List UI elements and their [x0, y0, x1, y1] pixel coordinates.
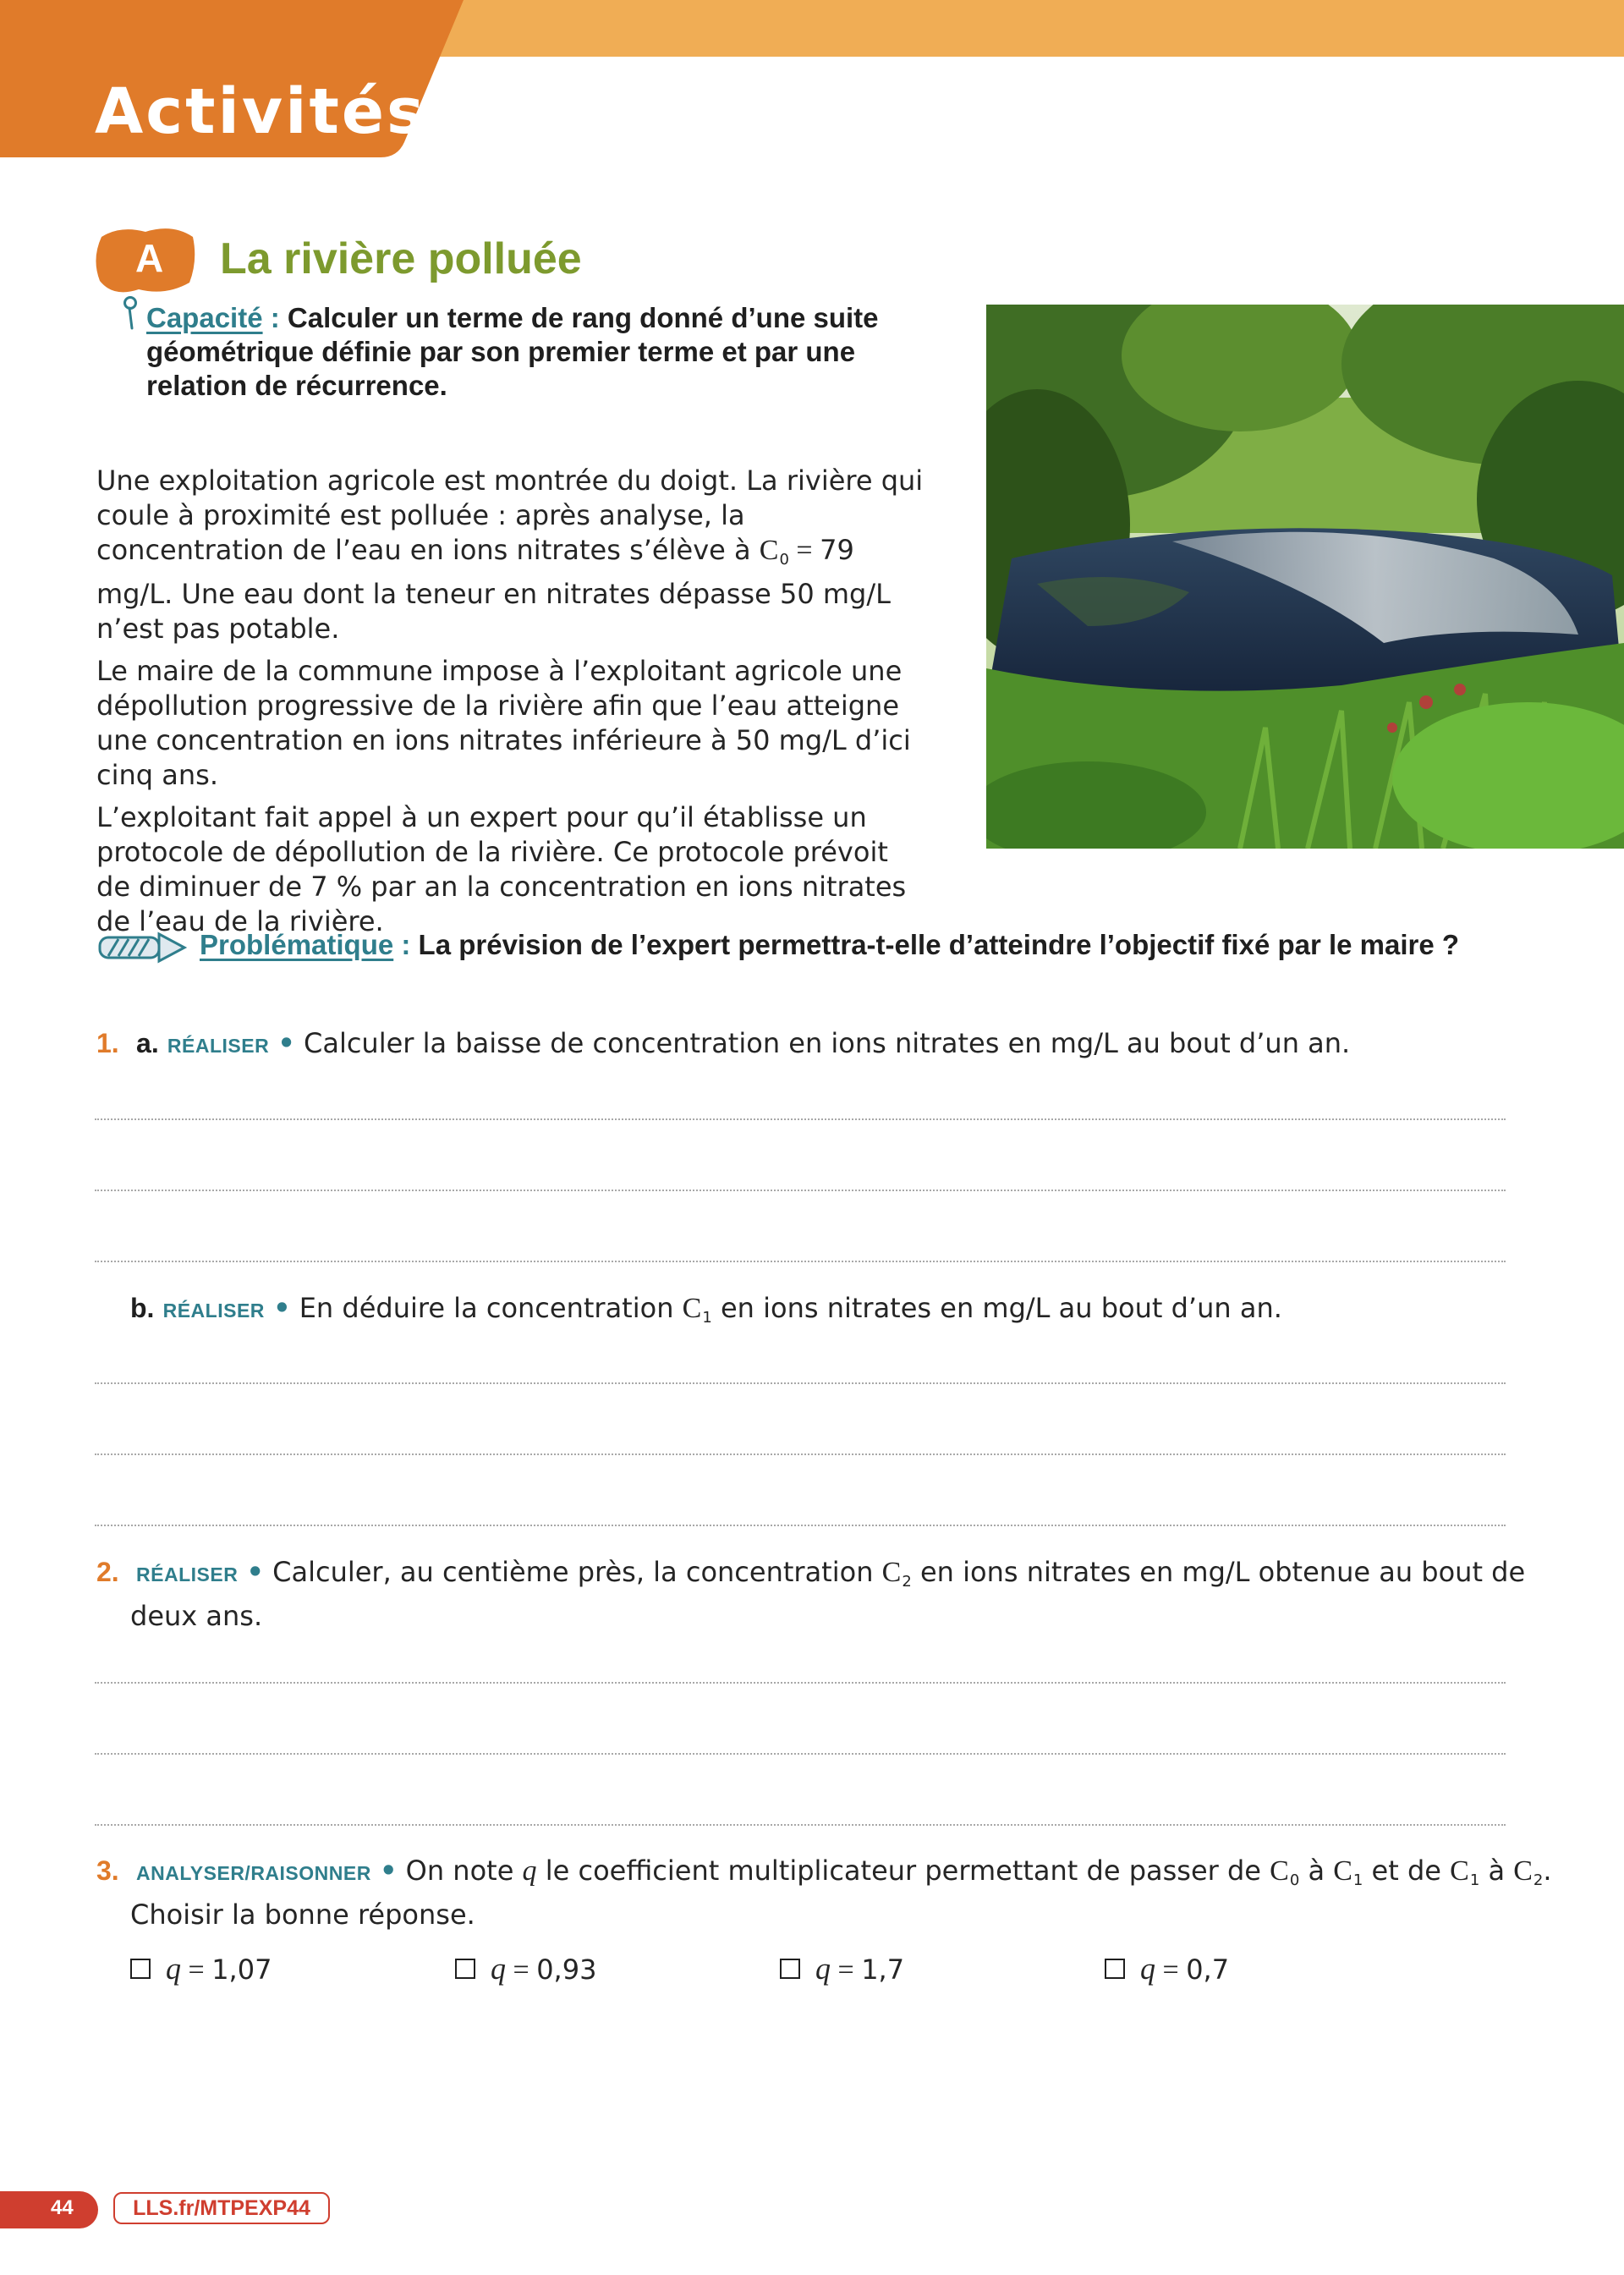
subquestion-label: a. — [136, 1028, 159, 1058]
capacity-text: Capacité : Calculer un terme de rang donné d’une suite géométrique définie par son premier terme et par une relation de récurrence. — [146, 302, 879, 401]
answer-line — [95, 1261, 1506, 1262]
answer-line — [95, 1453, 1506, 1455]
page-number: 44 — [51, 2196, 74, 2219]
question-number: 3. — [96, 1855, 119, 1886]
checkbox[interactable] — [780, 1959, 800, 1979]
capacity-label: Capacité — [146, 302, 263, 333]
checkbox[interactable] — [1105, 1959, 1125, 1979]
problem-statement — [96, 922, 1602, 973]
answer-line — [95, 1525, 1506, 1526]
page-title: Activités — [95, 75, 427, 148]
question-number: 1. — [96, 1028, 119, 1058]
answer-line — [95, 1382, 1506, 1384]
question-text: Calculer la baisse de concentration en ions nitrates en mg/L au bout d’un an. — [303, 1027, 1351, 1059]
subquestion-label: b. — [130, 1293, 155, 1323]
answer-line — [95, 1824, 1506, 1826]
choice-2[interactable]: q = 0,93 — [455, 1948, 596, 1990]
intro-paragraph-3: L’exploitant fait appel à un expert pour qu’il établisse un protocole de dépollution de la rivière. Ce protocole prévoit de diminuer de 7 % par an la concentration en ions nitrates de l’eau de la rivière. — [96, 801, 907, 937]
problem-label: Problématique — [200, 929, 394, 960]
answer-line — [95, 1682, 1506, 1684]
question-number: 2. — [96, 1557, 119, 1587]
section-heading — [95, 227, 1110, 303]
pin-icon — [123, 296, 145, 332]
problem-question: La prévision de l’expert permettra-t-elle d’atteindre l’objectif fixé par le maire ? — [418, 929, 1460, 960]
skill-tag: RÉALISER — [136, 1563, 239, 1585]
choice-3[interactable]: q = 1,7 — [780, 1948, 904, 1990]
answer-line — [95, 1190, 1506, 1191]
intro-text — [96, 464, 925, 947]
skill-tag: ANALYSER/RAISONNER — [136, 1862, 371, 1884]
checkbox[interactable] — [455, 1959, 475, 1979]
resource-link-text: LLS.fr/MTPEXP44 — [133, 2195, 310, 2220]
capacity-block — [127, 301, 905, 403]
question-1b: b. RÉALISER • En déduire la concentration $C_1$ en ions nitrates en mg/L au bout d’un an. — [130, 1292, 1282, 1327]
capacity-description: Calculer un terme de rang donné d’une suite géométrique définie par son premier terme et par une relation de récurrence. — [146, 302, 879, 401]
skill-tag: RÉALISER — [167, 1035, 270, 1057]
answer-line — [95, 1753, 1506, 1755]
answer-choices — [130, 1948, 1484, 1990]
intro-paragraph-1: Une exploitation agricole est montrée du doigt. La rivière qui coule à proximité est polluée : après analyse, la concentration de l’eau en ions nitrates s’élève à $C_0 = 79$ mg/L. Une eau dont la teneur en nitrates dépasse 50 mg/L n’est pas potable. — [96, 464, 924, 645]
question-2: 2. RÉALISER • Calculer, au centième près, la concentration $C_2$ en ions nitrates en mg/L obtenue au bout de deux ans. — [96, 1556, 1526, 1632]
problem-text: Problématique : La prévision de l’expert permettra-t-elle d’atteindre l’objectif fixé par le maire ? — [200, 929, 1460, 960]
choice-1[interactable]: q = 1,07 — [130, 1948, 272, 1990]
page-number-tab — [0, 2191, 98, 2228]
answer-line — [95, 1118, 1506, 1120]
resource-link[interactable] — [113, 2192, 330, 2224]
section-letter: A — [135, 236, 164, 280]
question-3: 3. ANALYSER/RAISONNER • On note q le coefficient multiplicateur permettant de passer de $C_0$ à $C_1$ et de $C_1$ à $C_2$. Choisir la bonne réponse. — [96, 1855, 1552, 1931]
checkbox[interactable] — [130, 1959, 151, 1979]
skill-tag: RÉALISER — [162, 1300, 265, 1322]
section-title: La rivière polluée — [220, 234, 582, 283]
question-instruction: Choisir la bonne réponse. — [130, 1899, 475, 1931]
river-photo — [986, 305, 1624, 849]
choice-4[interactable]: q = 0,7 — [1105, 1948, 1229, 1990]
intro-paragraph-2: Le maire de la commune impose à l’exploitant agricole une dépollution progressive de la rivière afin que l’eau atteigne une concentration en ions nitrates inférieure à 50 mg/L d’ici cinq ans. — [96, 655, 911, 791]
pencil-icon — [96, 929, 188, 966]
question-1a: 1. a. RÉALISER • Calculer la baisse de concentration en ions nitrates en mg/L au bout d’un an. — [96, 1027, 1351, 1059]
